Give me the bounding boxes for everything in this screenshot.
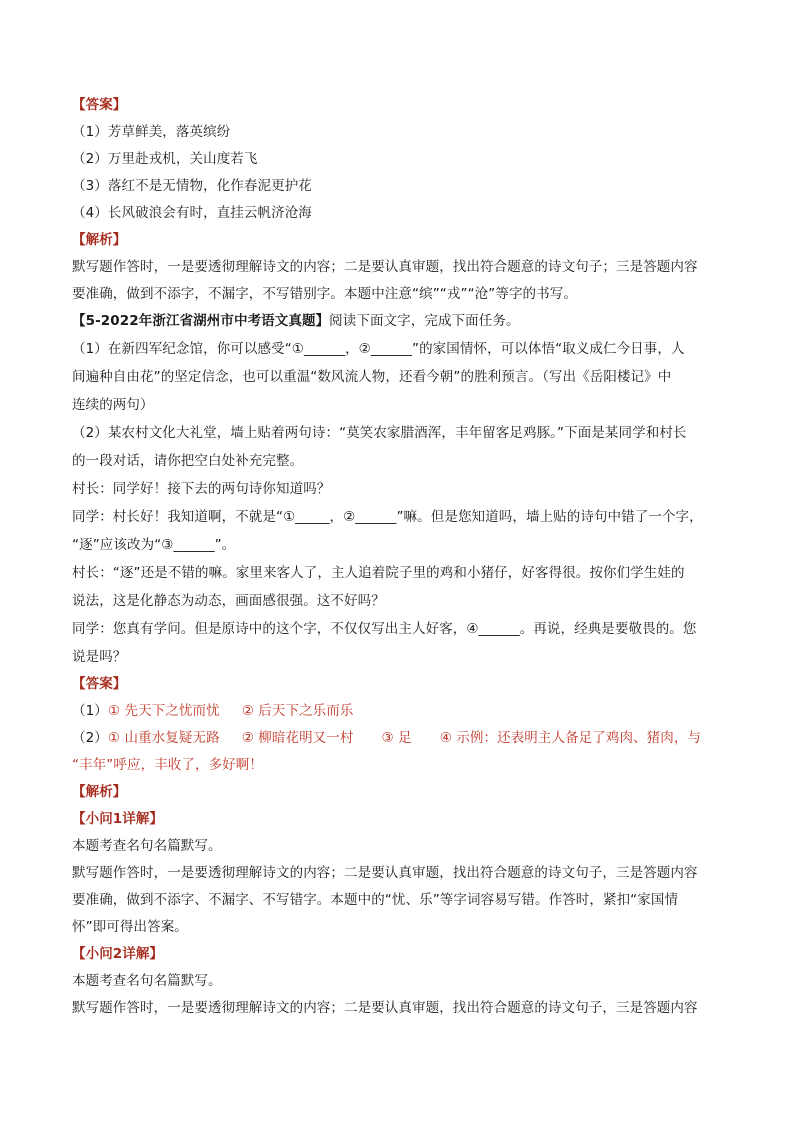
answer-line: （1）芳草鲜美，落英缤纷 [72, 124, 231, 140]
answer-part: ① 山重水复疑无路 [107, 730, 220, 746]
answer-number: （1） [72, 703, 108, 719]
question-source-line [72, 308, 722, 335]
answer-line: （4）长风破浪会有时，直挂云帆济沧海 [72, 205, 312, 221]
answer-line: （2）万里赴戎机，关山度若飞 [72, 151, 258, 167]
sub-question-header: 【小问2详解】 [72, 946, 164, 962]
analysis-text: 本题考查名句名篇默写。 [72, 973, 222, 989]
analysis-text: 要准确，做到不添字，不漏字，不写错别字。本题中注意“缤”“戎”“沧”等字的书写。 [72, 286, 577, 302]
dialogue-line: 村长：同学好！接下去的两句诗你知道吗？ [72, 481, 331, 497]
question-line: （1）在新四军纪念馆，你可以感受“①______，②______”的家国情怀，可以体悟“取义成仁今日事，人 [72, 341, 685, 357]
answer-line [72, 698, 722, 725]
question-source: 【5-2022年浙江省湖州市中考语文真题】 [72, 313, 330, 329]
sub-question-header: 【小问1详解】 [72, 811, 164, 827]
answer-line [72, 725, 722, 752]
analysis-text: 本题考查名句名篇默写。 [72, 838, 222, 854]
analysis-text: 怀”即可得出答案。 [72, 919, 188, 935]
analysis-header: 【解析】 [72, 784, 127, 800]
answer-part: ② 后天下之乐而乐 [241, 703, 354, 719]
question-intro: 阅读下面文字，完成下面任务。 [329, 313, 520, 329]
dialogue-line: 村长：“逐”还是不错的嘛。家里来客人了，主人追着院子里的鸡和小猪仔，好客得很。按你们学生娃的 [72, 565, 685, 581]
dialogue-line: “逐”应该改为“③______”。 [72, 537, 236, 553]
answer-header: 【答案】 [72, 676, 127, 692]
analysis-text: 默写题作答时，一是要透彻理解诗文的内容；二是要认真审题，找出符合题意的诗文句子，三是答题内容 [72, 1000, 698, 1016]
dialogue-line: 同学：村长好！我知道啊，不就是“①_____，②______”嘛。但是您知道吗，墙上贴的诗句中错了一个字， [72, 509, 703, 525]
question-line: 间遍种自由花”的坚定信念，也可以重温“数风流人物，还看今朝”的胜利预言。（写出《岳阳楼记》中 [72, 369, 672, 385]
analysis-header: 【解析】 [72, 232, 127, 248]
answer-part: ③ 足 [381, 730, 412, 746]
dialogue-line: 说法，这是化静态为动态，画面感很强。这不好吗？ [72, 593, 385, 609]
question-line: （2）某农村文化大礼堂，墙上贴着两句诗：“莫笑农家腊酒浑，丰年留客足鸡豚。”下面是某同学和村长 [72, 425, 687, 441]
document-page [72, 92, 722, 1022]
analysis-text: 要准确，做到不添字、不漏字、不写错字。本题中的“忧、乐”等字词容易写错。作答时，紧扣“家国情 [72, 892, 679, 908]
answer-continuation: “丰年”呼应，丰收了，多好啊！ [72, 757, 263, 773]
answer-line: （3）落红不是无情物，化作春泥更护花 [72, 178, 312, 194]
answer-header: 【答案】 [72, 97, 127, 113]
answer-part: ① 先天下之忧而忧 [107, 703, 220, 719]
dialogue-line: 同学：您真有学问。但是原诗中的这个字，不仅仅写出主人好客，④______。再说，经典是要敬畏的。您 [72, 621, 697, 637]
analysis-text: 默写题作答时，一是要透彻理解诗文的内容；二是要认真审题，找出符合题意的诗文句子；三是答题内容 [72, 259, 698, 275]
answer-part: ④ 示例：还表明主人备足了鸡肉、猪肉，与 [439, 730, 702, 746]
question-line: 的一段对话，请你把空白处补充完整。 [72, 453, 304, 469]
answer-part: ② 柳暗花明又一村 [241, 730, 354, 746]
analysis-text: 默写题作答时，一是要透彻理解诗文的内容；二是要认真审题，找出符合题意的诗文句子，三是答题内容 [72, 865, 698, 881]
question-line: 连续的两句） [72, 397, 154, 413]
dialogue-line: 说是吗？ [72, 649, 127, 665]
answer-number: （2） [72, 730, 108, 746]
